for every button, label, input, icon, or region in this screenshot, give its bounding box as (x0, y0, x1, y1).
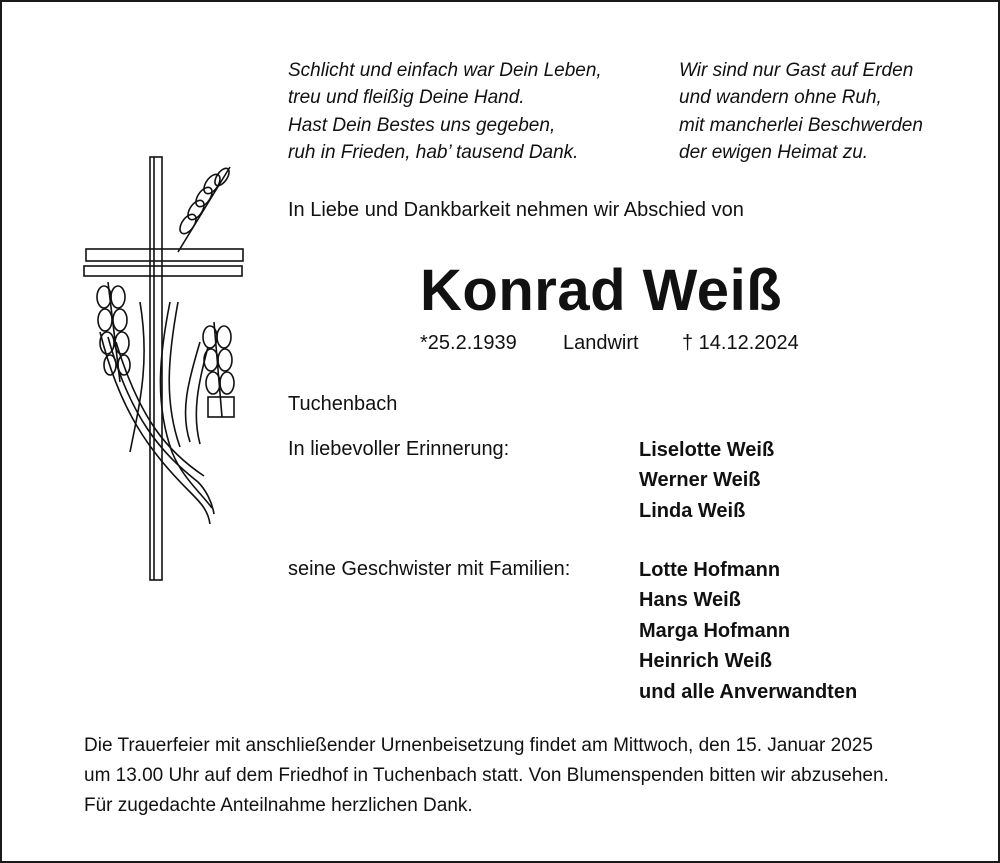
notice-line: um 13.00 Uhr auf dem Friedhof in Tuchenbach statt. Von Blumenspenden bitten wir abzusehen. (84, 765, 889, 786)
mourner-list (639, 555, 857, 707)
mourner-name: Hans Weiß (639, 589, 741, 612)
group-label: In liebevoller Erinnerung: (288, 438, 510, 460)
poem-line: Hast Dein Bestes uns gegeben, (288, 114, 556, 136)
poem-line: ruh in Frieden, hab’ tausend Dank. (288, 141, 579, 163)
deceased-name: Konrad Weiß (420, 258, 783, 323)
place-name: Tuchenbach (288, 393, 398, 415)
mourner-name: Marga Hofmann (639, 619, 791, 642)
poem-left (288, 57, 602, 166)
poem-line: Wir sind nur Gast auf Erden (679, 60, 914, 81)
profession: Landwirt (563, 332, 639, 354)
mourner-name: Werner Weiß (639, 469, 761, 492)
intro-text: In Liebe und Dankbarkeit nehmen wir Abschied von (288, 199, 744, 221)
poem-line: Schlicht und einfach war Dein Leben, (288, 60, 602, 81)
poem-line: treu und fleißig Deine Hand. (288, 87, 525, 109)
service-notice (84, 731, 889, 821)
mourner-name: Linda Weiß (639, 499, 746, 522)
poem-line: mit mancherlei Beschwerden (679, 114, 923, 136)
birth-date: *25.2.1939 (420, 332, 517, 354)
poem-line: der ewigen Heimat zu. (679, 141, 869, 163)
notice-line: Die Trauerfeier mit anschließender Urnenbeisetzung findet am Mittwoch, den 15. Januar 2025 (84, 735, 873, 756)
mourner-list (639, 435, 774, 526)
group-label: seine Geschwister mit Familien: (288, 558, 571, 580)
mourner-name: Liselotte Weiß (639, 439, 775, 461)
mourner-name: Lotte Hofmann (639, 559, 781, 581)
poem-line: und wandern ohne Ruh, (679, 87, 882, 109)
notice-line: Für zugedachte Anteilnahme herzlichen Dank. (84, 795, 473, 816)
mourner-name: Heinrich Weiß (639, 650, 772, 673)
cross-with-wheat-icon (80, 152, 250, 584)
death-date: † 14.12.2024 (682, 332, 799, 354)
poem-right (679, 57, 923, 166)
mourner-name: und alle Anverwandten (639, 680, 858, 703)
